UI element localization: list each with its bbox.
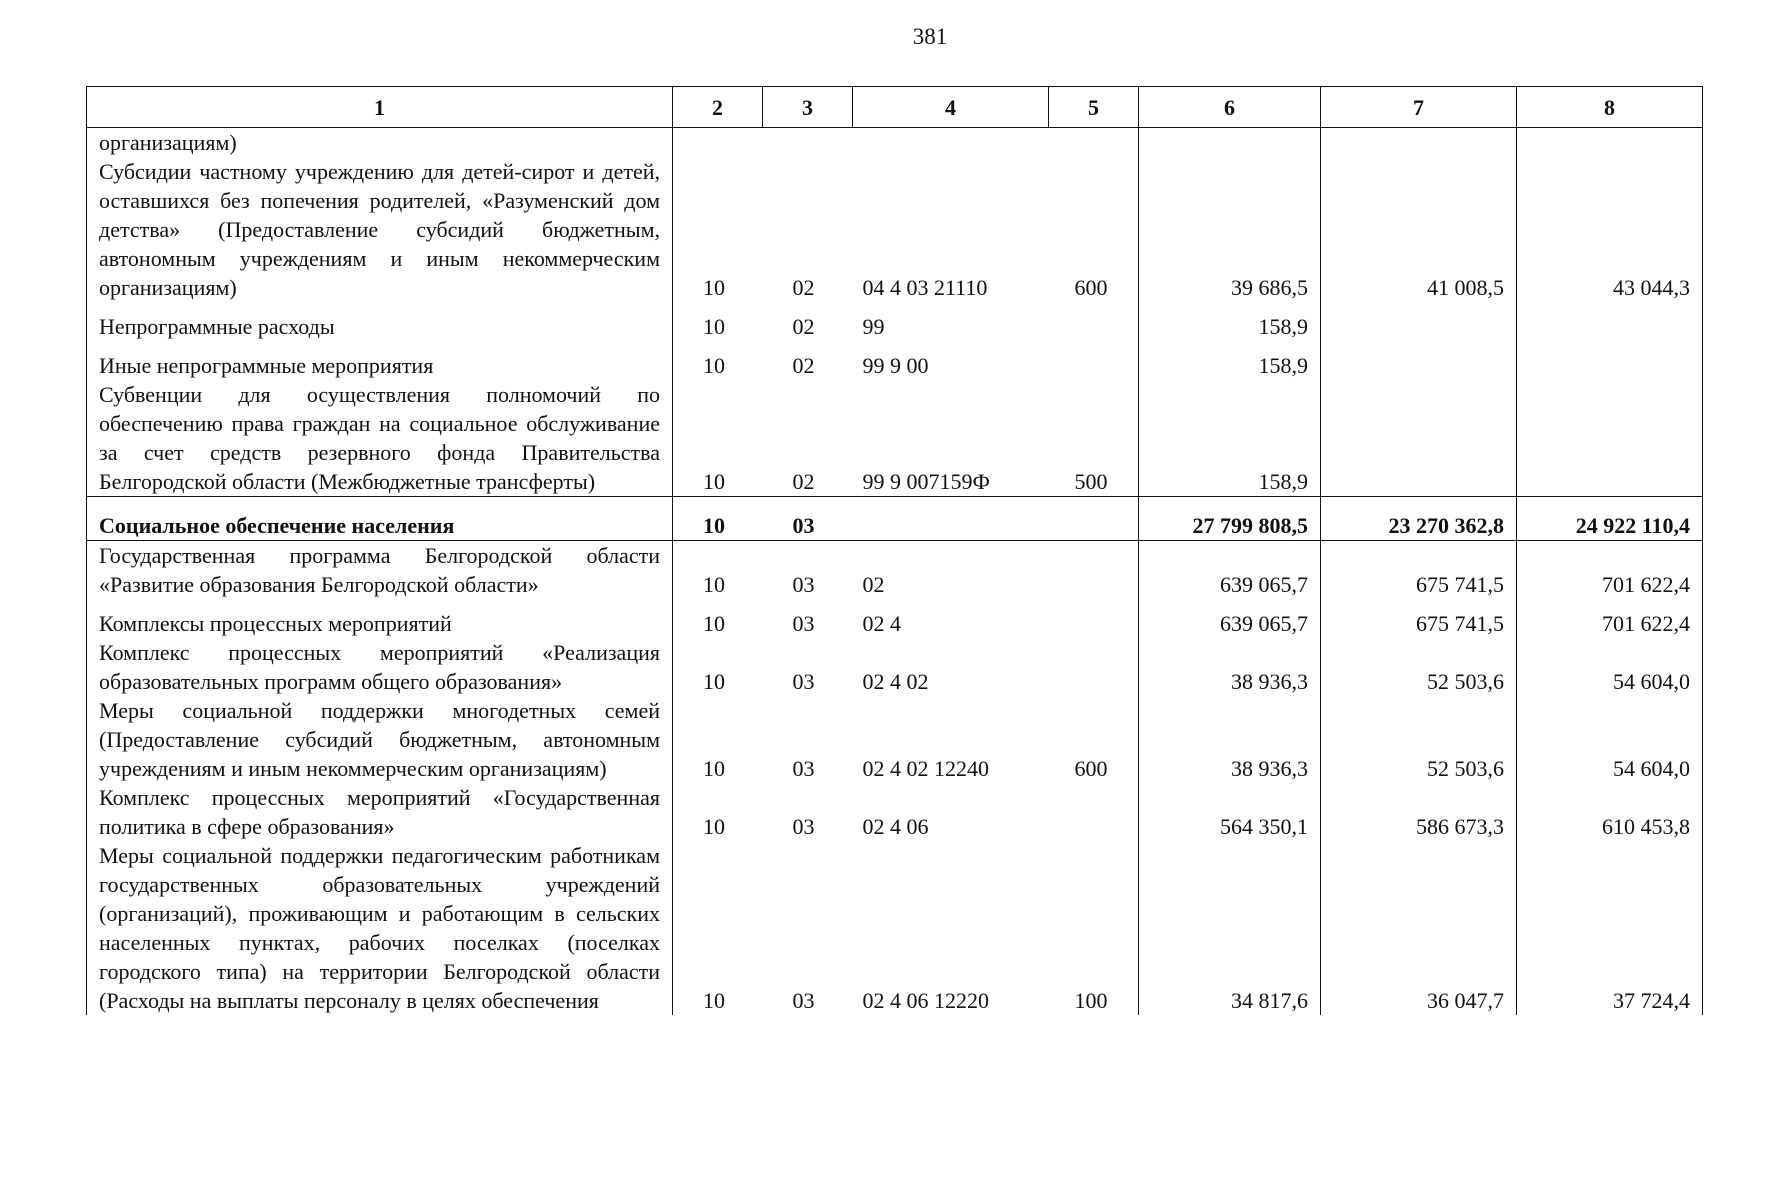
amount-col7-cell <box>1321 341 1517 380</box>
amount-col7-cell: 52 503,6 <box>1321 638 1517 696</box>
table-row <box>87 841 1703 1015</box>
amount-col8-cell <box>1517 380 1703 497</box>
section-code-cell: 10 <box>703 572 725 597</box>
section-code-cell: 10 <box>703 353 725 378</box>
subsection-code-cell: 02 <box>792 314 815 339</box>
target-article-cell: 02 4 <box>862 611 901 636</box>
row-name-cell: Непрограммные расходы <box>87 302 673 341</box>
expense-type-cell <box>1049 541 1139 600</box>
amount-col6-cell: 158,9 <box>1139 380 1321 497</box>
row-name-cell: Комплекс процессных мероприятий «Реализация образовательных программ общего образования» <box>87 638 673 696</box>
target-article-cell: 99 9 007159Ф <box>862 469 990 494</box>
row-name-cell: Меры социальной поддержки многодетных семей (Предоставление субсидий бюджетным, автономным учреждениям и иным некоммерческим организациям) <box>87 696 673 783</box>
amount-col6-cell: 639 065,7 <box>1139 541 1321 600</box>
column-header-8: 8 <box>1517 87 1703 128</box>
row-name-cell: Комплексы процессных мероприятий <box>87 599 673 638</box>
table-row <box>87 783 1703 841</box>
amount-col8-cell <box>1517 302 1703 341</box>
amount-col7-cell: 586 673,3 <box>1321 783 1517 841</box>
budget-table <box>86 86 1703 1015</box>
amount-col7-cell <box>1321 302 1517 341</box>
section-code-cell: 10 <box>673 497 763 541</box>
subsection-code-cell: 03 <box>792 611 815 636</box>
amount-col8-cell: 701 622,4 <box>1517 599 1703 638</box>
expense-type-cell: 600 <box>1074 756 1108 781</box>
amount-col7-cell: 675 741,5 <box>1321 599 1517 638</box>
subsection-code-cell: 03 <box>792 669 815 694</box>
expense-type-cell: 600 <box>1074 275 1108 300</box>
amount-col8-cell: 701 622,4 <box>1517 541 1703 600</box>
subsection-code-cell: 03 <box>792 988 815 1013</box>
row-name-cell: Субвенции для осуществления полномочий по обеспечению права граждан на социальное обслуживание за счет средств резервного фонда Правительства Белгородской области (Межбюджетные трансферты) <box>87 380 673 497</box>
amount-col7-cell: 23 270 362,8 <box>1321 497 1517 541</box>
amount-col6-cell: 39 686,5 <box>1139 128 1321 303</box>
table-row <box>87 341 1703 380</box>
expense-type-cell <box>1049 599 1139 638</box>
expense-type-cell <box>1049 497 1139 541</box>
target-article-cell: 99 9 00 <box>862 353 929 378</box>
amount-col7-cell: 41 008,5 <box>1321 128 1517 303</box>
section-code-cell: 10 <box>703 756 725 781</box>
amount-col7-cell: 675 741,5 <box>1321 541 1517 600</box>
target-article-cell: 02 4 02 12240 <box>862 756 989 781</box>
target-article-cell <box>853 497 1049 541</box>
row-name-cell: Меры социальной поддержки педагогическим работникам государственных образовательных учреждений (организаций), проживающим и работающим в сельских населенных пунктах, рабочих поселках (поселках городского типа) на территории Белгородской области (Расходы на выплаты персоналу в целях обеспечения <box>87 841 673 1015</box>
row-name-cell: Комплекс процессных мероприятий «Государственная политика в сфере образования» <box>87 783 673 841</box>
target-article-cell: 02 4 06 12220 <box>862 988 989 1013</box>
section-code-cell: 10 <box>703 611 725 636</box>
subsection-code-cell: 03 <box>792 572 815 597</box>
header-row <box>87 87 1703 128</box>
amount-col6-cell: 27 799 808,5 <box>1139 497 1321 541</box>
amount-col8-cell <box>1517 341 1703 380</box>
column-header-6: 6 <box>1139 87 1321 128</box>
amount-col8-cell: 24 922 110,4 <box>1517 497 1703 541</box>
section-code-cell: 10 <box>703 669 725 694</box>
amount-col6-cell: 34 817,6 <box>1139 841 1321 1015</box>
subsection-code-cell: 03 <box>763 497 853 541</box>
column-header-1: 1 <box>87 87 673 128</box>
amount-col7-cell: 52 503,6 <box>1321 696 1517 783</box>
expense-type-cell <box>1049 638 1139 696</box>
section-code-cell: 10 <box>703 988 725 1013</box>
row-name-cell: организациям) Субсидии частному учреждению для детей-сирот и детей, оставшихся без попечения родителей, «Разуменский дом детства» (Предоставление субсидий бюджетным, автономным учреждениям и иным некоммерческим организациям) <box>87 128 673 303</box>
target-article-cell: 02 4 02 <box>862 669 929 694</box>
table-row <box>87 599 1703 638</box>
target-article-cell: 02 <box>862 572 885 597</box>
target-article-cell: 02 4 06 <box>862 814 929 839</box>
expense-type-cell: 500 <box>1074 469 1108 494</box>
row-name-cell: Социальное обеспечение населения <box>87 497 673 541</box>
budget-table-body <box>87 128 1703 1016</box>
amount-col8-cell: 610 453,8 <box>1517 783 1703 841</box>
row-name-cell: Иные непрограммные мероприятия <box>87 341 673 380</box>
table-row <box>87 497 1703 541</box>
table-row <box>87 541 1703 600</box>
section-code-cell: 10 <box>703 314 725 339</box>
amount-col8-cell: 43 044,3 <box>1517 128 1703 303</box>
amount-col8-cell: 54 604,0 <box>1517 638 1703 696</box>
section-code-cell: 10 <box>703 814 725 839</box>
amount-col6-cell: 38 936,3 <box>1139 696 1321 783</box>
table-row <box>87 696 1703 783</box>
amount-col7-cell <box>1321 380 1517 497</box>
amount-col6-cell: 639 065,7 <box>1139 599 1321 638</box>
expense-type-cell <box>1049 302 1139 341</box>
table-row <box>87 638 1703 696</box>
table-row <box>87 380 1703 497</box>
target-article-cell: 04 4 03 21110 <box>862 275 988 300</box>
amount-col6-cell: 564 350,1 <box>1139 783 1321 841</box>
section-code-cell: 10 <box>703 469 725 494</box>
column-header-4: 4 <box>853 87 1049 128</box>
subsection-code-cell: 03 <box>792 814 815 839</box>
amount-col6-cell: 38 936,3 <box>1139 638 1321 696</box>
subsection-code-cell: 03 <box>792 756 815 781</box>
expense-type-cell <box>1049 341 1139 380</box>
subsection-code-cell: 02 <box>792 469 815 494</box>
column-header-2: 2 <box>673 87 763 128</box>
amount-col6-cell: 158,9 <box>1139 302 1321 341</box>
amount-col7-cell: 36 047,7 <box>1321 841 1517 1015</box>
column-header-5: 5 <box>1049 87 1139 128</box>
subsection-code-cell: 02 <box>792 275 815 300</box>
page-number: 381 <box>912 24 948 49</box>
amount-col6-cell: 158,9 <box>1139 341 1321 380</box>
column-header-7: 7 <box>1321 87 1517 128</box>
amount-col8-cell: 54 604,0 <box>1517 696 1703 783</box>
target-article-cell: 99 <box>862 314 885 339</box>
expense-type-cell <box>1049 783 1139 841</box>
section-code-cell: 10 <box>703 275 725 300</box>
subsection-code-cell: 02 <box>792 353 815 378</box>
table-row <box>87 302 1703 341</box>
column-header-3: 3 <box>763 87 853 128</box>
row-name-cell: Государственная программа Белгородской области «Развитие образования Белгородской области» <box>87 541 673 600</box>
amount-col8-cell: 37 724,4 <box>1517 841 1703 1015</box>
table-row <box>87 128 1703 303</box>
expense-type-cell: 100 <box>1074 988 1108 1013</box>
